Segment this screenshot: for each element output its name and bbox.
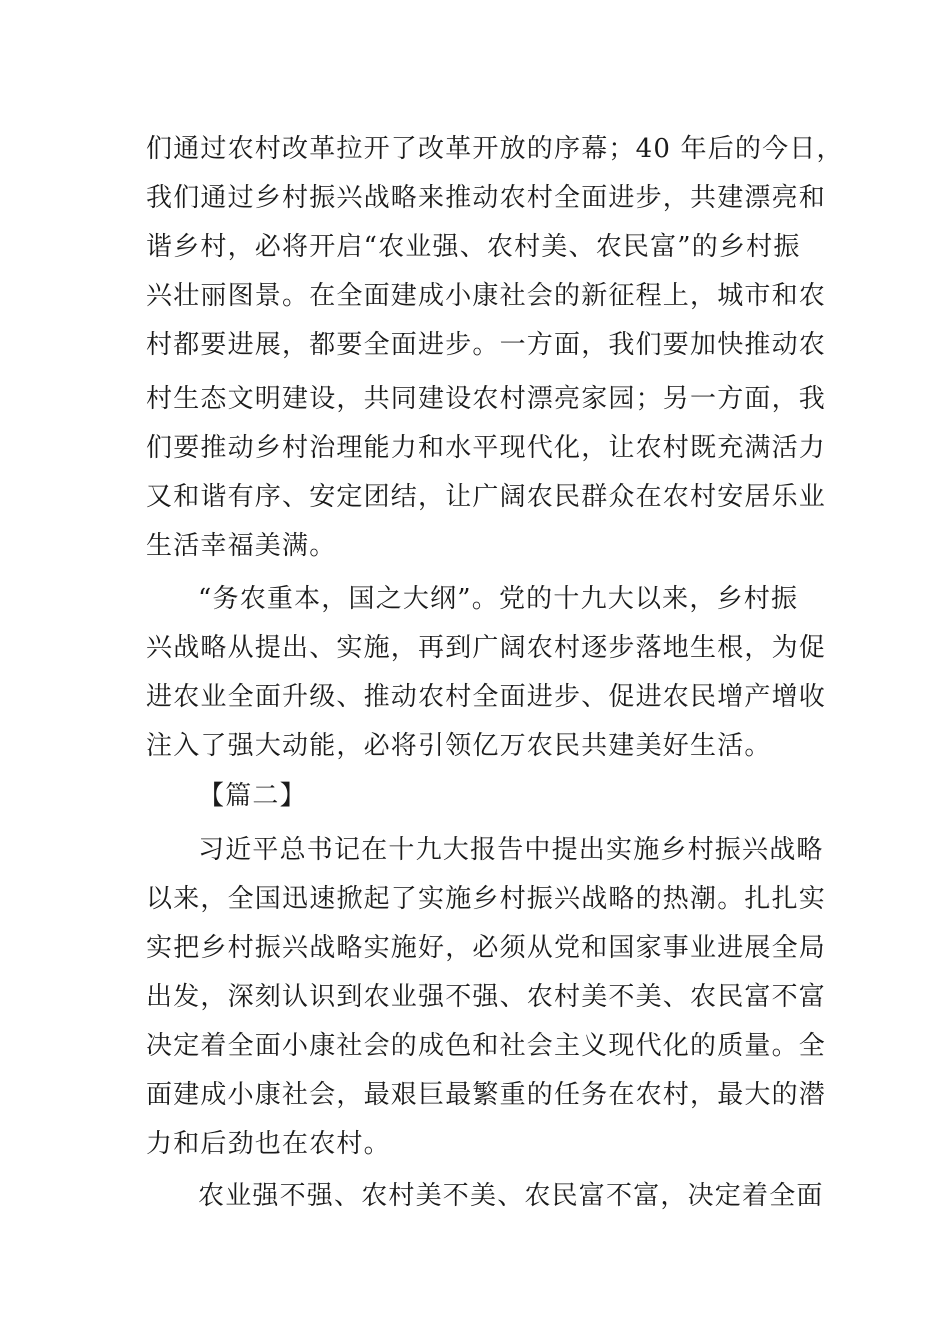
text-line: 力和后劲也在农村。 — [146, 1129, 391, 1159]
text-line: 村都要进展，都要全面进步。一方面，我们要加快推动农 — [146, 330, 827, 360]
text-line: 习近平总书记在十九大报告中提出实施乡村振兴战略 — [198, 835, 824, 865]
text-line: 实把乡村振兴战略实施好，必须从党和国家事业进展全局 — [146, 933, 827, 963]
text-line: 注入了强大动能，必将引领亿万农民共建美好生活。 — [146, 731, 772, 761]
text-line: 又和谐有序、安定团结，让广阔农民群众在农村安居乐业 — [146, 482, 827, 512]
text-line: 农业强不强、农村美不美、农民富不富，决定着全面 — [198, 1181, 824, 1211]
text-line: 出发，深刻认识到农业强不强、农村美不美、农民富不富 — [146, 982, 827, 1012]
section-heading: 【篇二】 — [198, 781, 307, 811]
text-line: 们要推动乡村治理能力和水平现代化，让农村既充满活力 — [146, 433, 827, 463]
text-line: 面建成小康社会，最艰巨最繁重的任务在农村，最大的潜 — [146, 1080, 827, 1110]
text-line: 们通过农村改革拉开了改革开放的序幕；40 年后的今日， — [146, 134, 844, 164]
text-line: 我们通过乡村振兴战略来推动农村全面进步，共建漂亮和 — [146, 183, 827, 213]
text-line: 兴壮丽图景。在全面建成小康社会的新征程上，城市和农 — [146, 281, 827, 311]
text-line: 生活幸福美满。 — [146, 531, 337, 561]
text-line: 决定着全面小康社会的成色和社会主义现代化的质量。全 — [146, 1031, 827, 1061]
text-line: 以来，全国迅速掀起了实施乡村振兴战略的热潮。扎扎实 — [146, 884, 827, 914]
text-line: 进农业全面升级、推动农村全面进步、促进农民增产增收 — [146, 682, 827, 712]
text-line: “务农重本，国之大纲”。党的十九大以来，乡村振 — [198, 584, 799, 614]
text-line: 村生态文明建设，共同建设农村漂亮家园；另一方面，我 — [146, 384, 827, 414]
text-line: 谐乡村，必将开启“农业强、农村美、农民富”的乡村振 — [146, 232, 801, 262]
text-line: 兴战略从提出、实施，再到广阔农村逐步落地生根，为促 — [146, 633, 827, 663]
